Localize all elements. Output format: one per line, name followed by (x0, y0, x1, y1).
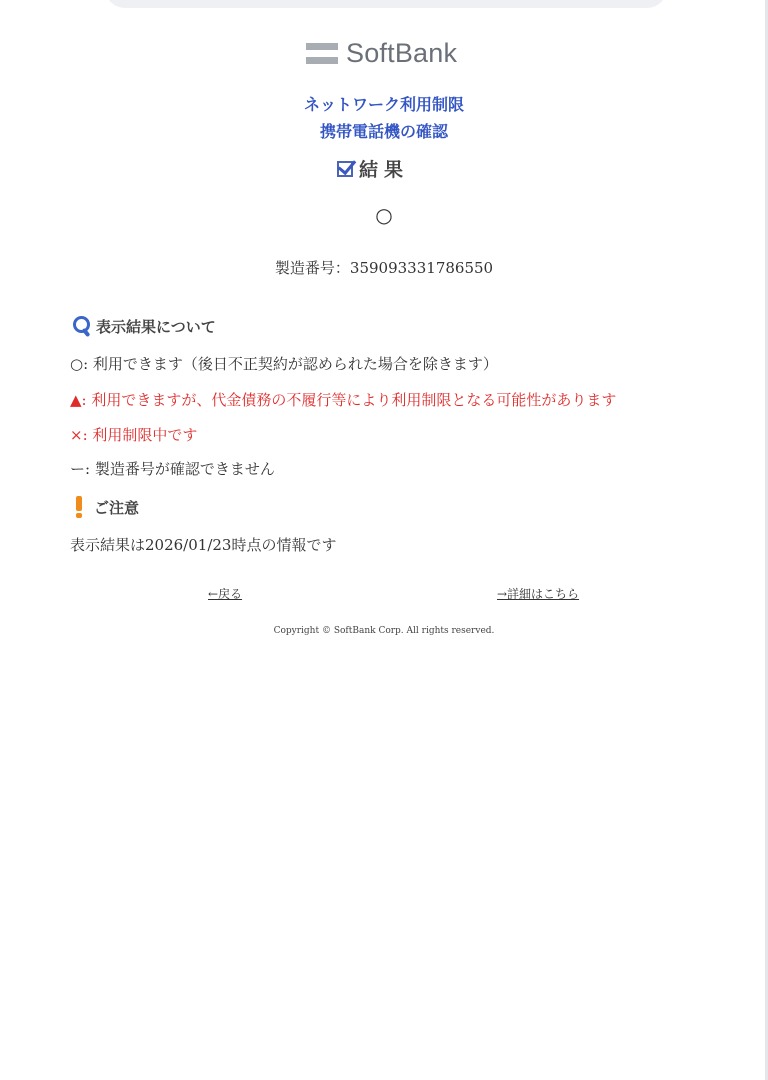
copyright: Copyright © SoftBank Corp. All rights reserved. (273, 626, 495, 636)
magnifier-icon (72, 315, 92, 337)
legend-restricted: ×: 利用制限中です (70, 426, 198, 444)
softbank-logo (306, 36, 457, 70)
softbank-logo-icon (306, 43, 338, 64)
checkbox-checked-icon (337, 161, 353, 177)
details-link[interactable]: →詳細はこちら (497, 587, 580, 601)
browser-top-bar (105, 0, 667, 8)
about-results-label: 表示結果について (96, 317, 216, 336)
legend-unconfirmed: ー: 製造番号が確認できません (70, 460, 275, 478)
caution-text: 表示結果は2026/01/23時点の情報です (70, 536, 337, 554)
legend-available: ○: 利用できます（後日不正契約が認められた場合を除きます） (70, 355, 498, 373)
page-title-line1: ネットワーク利用制限 (303, 95, 464, 114)
page-title-line2: 携帯電話機の確認 (319, 122, 448, 141)
result-status-mark: ○ (375, 203, 393, 227)
exclamation-icon (72, 496, 86, 518)
result-heading-label: 結果 (359, 159, 410, 181)
about-results-heading (72, 315, 216, 337)
caution-heading (72, 496, 139, 518)
logo-text: SoftBank (346, 37, 458, 68)
serial-number: 製造番号：359093331786550 (274, 259, 494, 277)
legend-possible-restriction: ▲: 利用できますが、代金債務の不履行等により利用制限となる可能性があります (70, 391, 617, 409)
caution-label: ご注意 (94, 498, 140, 517)
result-heading (337, 155, 409, 182)
back-link[interactable]: ←戻る (208, 587, 243, 601)
